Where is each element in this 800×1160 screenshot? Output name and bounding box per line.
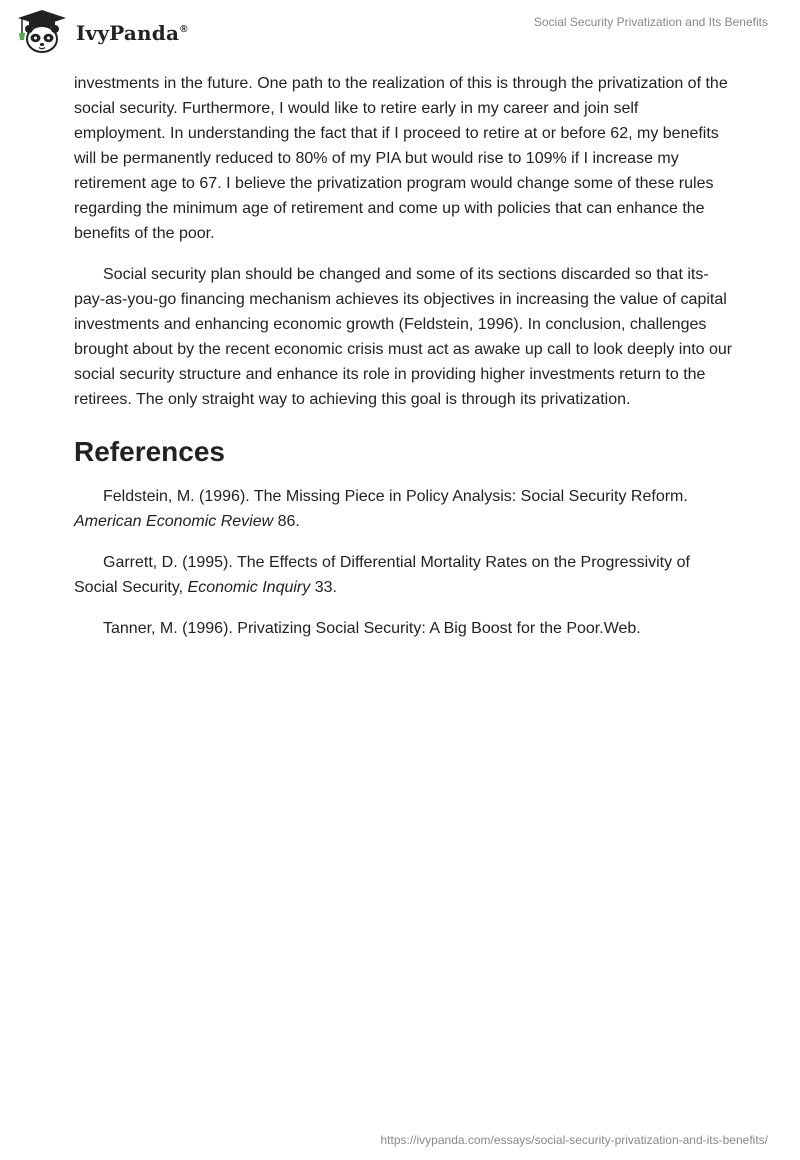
reference-volume: 33. [310,579,337,596]
footer-source-link[interactable]: https://ivypanda.com/essays/social-security-privatization-and-its-benefits/ [380,1133,768,1147]
reference-text: Tanner, M. (1996). Privatizing Social Security: A Big Boost for the Poor.Web. [103,620,641,637]
reference-text: Feldstein, M. (1996). The Missing Piece in Policy Analysis: Social Security Reform. [103,488,688,505]
reference-journal: Economic Inquiry [187,579,311,596]
references-heading: References [74,436,225,467]
page-header-title: Social Security Privatization and Its Benefits [533,15,768,29]
reference-volume: 86. [273,513,300,530]
reference-text: Garrett, D. (1995). The Effects of Differential Mortality Rates on the Progressivity of Social Security, [74,554,690,596]
reference-item [74,550,734,600]
ivypanda-logo[interactable] [14,7,188,57]
reference-journal: American Economic Review [74,513,274,530]
body-paragraph: Social security plan should be changed and some of its sections discarded so that its-pay-as-you-go financing mechanism achieves its objectives in increasing the value of capital investments and enhancing economic growth (Feldstein, 1996). In conclusion, challenges brought about by the recent economic crisis must act as awake up call to look deeply into our social security structure and enhance its role in providing higher investments return to the retirees. The only straight way to achieving this goal is through its privatization. [74,266,733,408]
page-header [0,0,800,62]
registered-mark: ® [180,24,188,35]
logo-text: IvyPanda [76,21,180,45]
logo-wordmark [76,21,188,45]
body-paragraph: investments in the future. One path to the realization of this is through the privatization of the social security. Furthermore, I would like to retire early in my career and join self employment. In understanding the fact that if I proceed to retire at or before 62, my benefits will be permanently reduced to 80% of my PIA but would rise to 109% if I increase my retirement age to 67. I believe the privatization program would change some of these rules regarding the minimum age of retirement and come up with policies that can enhance the benefits of the poor. [74,75,728,242]
reference-item [74,484,734,534]
reference-list [74,484,734,641]
essay-content [74,71,734,641]
panda-graduate-icon [14,7,70,57]
reference-item [74,616,734,641]
